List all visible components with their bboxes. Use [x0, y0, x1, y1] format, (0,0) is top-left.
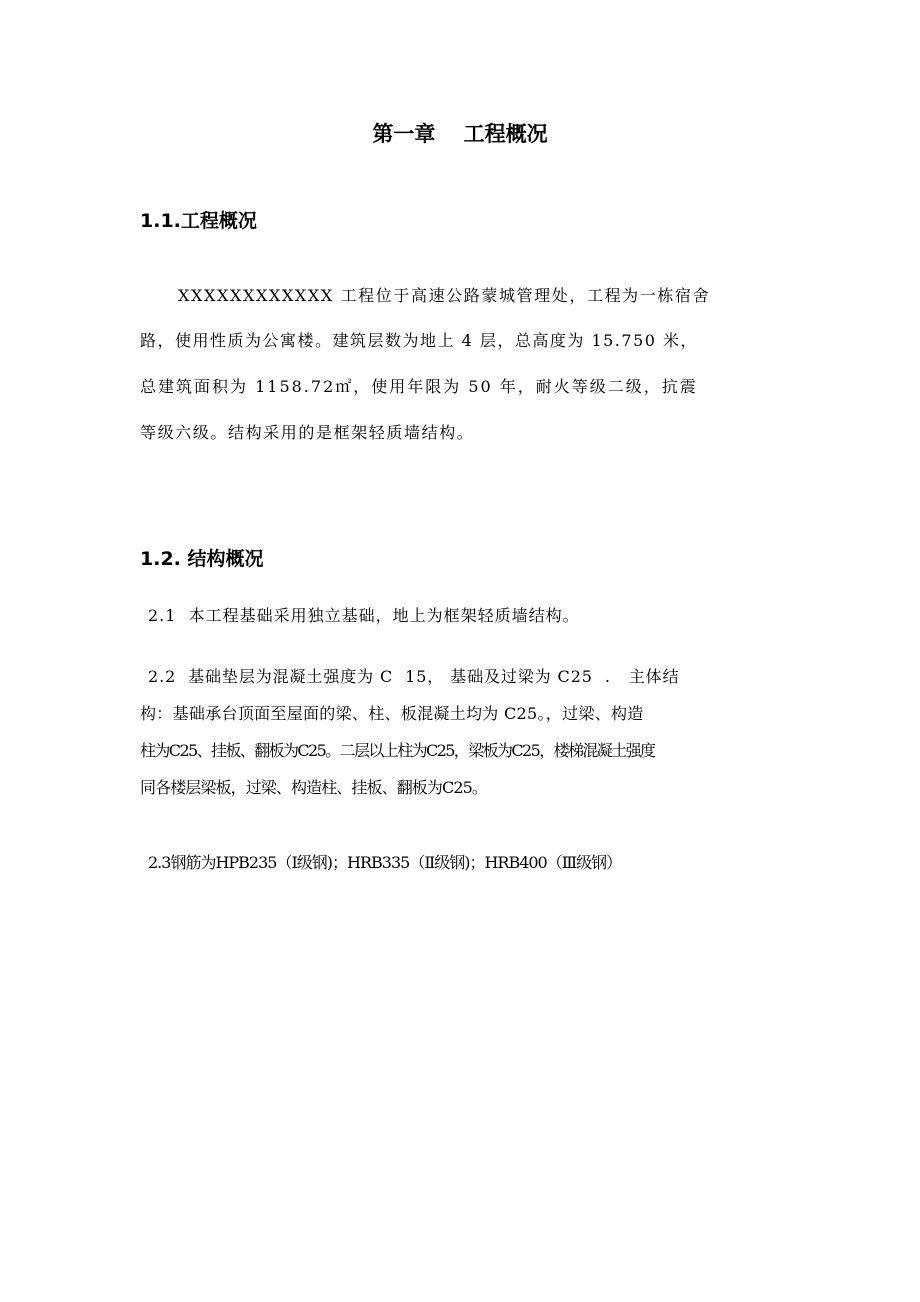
- section-heading-1-2: 1.2. 结构概况: [140, 548, 264, 570]
- paragraph-line: 柱为C25、挂板、翻板为C25。二层以上柱为C25，梁板为C25，楼梯混凝土强度: [140, 741, 655, 760]
- item-2-3: 2.3钢筋为HPB235（Ⅰ级钢)；HRB335（Ⅱ级钢)；HRB400（Ⅲ级钢）: [148, 853, 622, 872]
- paragraph-line: 总建筑面积为 1158.72㎡，使用年限为 50 年，耐火等级二级，抗震: [140, 377, 698, 396]
- paragraph-line: XXXXXXXXXXXX 工程位于高速公路蒙城管理处，工程为一栋宿舍: [178, 286, 711, 305]
- section-heading-1-1: 1.1.工程概况: [140, 210, 257, 232]
- paragraph-line: 同各楼层梁板，过梁、构造柱、挂板、翻板为C25。: [140, 778, 488, 797]
- chapter-title: 第一章 工程概况: [372, 122, 548, 146]
- paragraph-line: 等级六级。结构采用的是框架轻质墙结构。: [140, 423, 475, 442]
- paragraph-line: 构：基础承台顶面至屋面的梁、柱、板混凝土均为 C25。，过梁、构造: [140, 704, 644, 723]
- paragraph-line: 路，使用性质为公寓楼。建筑层数为地上 4 层，总高度为 15.750 米，: [140, 331, 699, 350]
- paragraph-line: 2.2 基础垫层为混凝土强度为 C 15， 基础及过梁为 C25 . 主体结: [148, 667, 680, 686]
- item-2-1: 2.1 本工程基础采用独立基础，地上为框架轻质墙结构。: [148, 606, 580, 625]
